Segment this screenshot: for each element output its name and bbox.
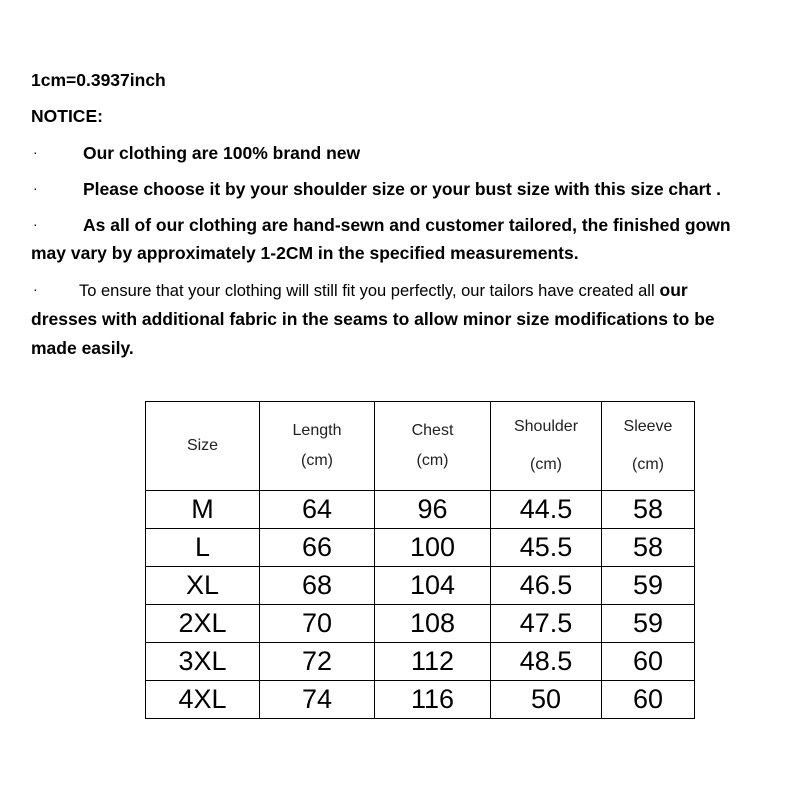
notice-fit-line3: made easily. bbox=[31, 338, 134, 358]
notice-new: Our clothing are 100% brand new bbox=[83, 143, 361, 163]
cell-sleeve: 58 bbox=[602, 529, 695, 567]
bullet-2: · bbox=[33, 180, 38, 196]
bullet-4: · bbox=[33, 281, 38, 297]
cell-sleeve: 59 bbox=[602, 605, 695, 643]
cell-chest: 96 bbox=[375, 491, 491, 529]
cell-size: 3XL bbox=[146, 643, 260, 681]
size-chart-table bbox=[145, 401, 695, 719]
notice-fit-line1-text: To ensure that your clothing will still fit you perfectly, our tailors have created all bbox=[79, 282, 655, 300]
bullet-3: · bbox=[33, 216, 38, 232]
cell-length: 68 bbox=[260, 567, 375, 605]
cell-chest: 104 bbox=[375, 567, 491, 605]
cell-chest: 100 bbox=[375, 529, 491, 567]
cell-shoulder: 47.5 bbox=[491, 605, 602, 643]
notice-choose-size: Please choose it by your shoulder size or your bust size with this size chart . bbox=[83, 179, 721, 199]
notice-fit-line1 bbox=[79, 280, 688, 301]
table-row bbox=[146, 491, 695, 529]
unit-conversion: 1cm=0.3937inch bbox=[31, 70, 166, 90]
header-size: Size bbox=[146, 402, 260, 491]
cell-shoulder: 44.5 bbox=[491, 491, 602, 529]
cell-length: 64 bbox=[260, 491, 375, 529]
bullet-1: · bbox=[33, 144, 38, 160]
cell-length: 70 bbox=[260, 605, 375, 643]
cell-chest: 108 bbox=[375, 605, 491, 643]
cell-shoulder: 46.5 bbox=[491, 567, 602, 605]
cell-chest: 116 bbox=[375, 681, 491, 719]
notice-title: NOTICE: bbox=[31, 106, 103, 126]
table-row bbox=[146, 567, 695, 605]
cell-length: 66 bbox=[260, 529, 375, 567]
cell-size: L bbox=[146, 529, 260, 567]
notice-fit-line2: dresses with additional fabric in the seams to allow minor size modifications to be bbox=[31, 309, 715, 329]
cell-size: XL bbox=[146, 567, 260, 605]
table-row bbox=[146, 529, 695, 567]
cell-sleeve: 60 bbox=[602, 643, 695, 681]
cell-shoulder: 50 bbox=[491, 681, 602, 719]
table-row bbox=[146, 643, 695, 681]
cell-sleeve: 60 bbox=[602, 681, 695, 719]
cell-shoulder: 45.5 bbox=[491, 529, 602, 567]
cell-length: 74 bbox=[260, 681, 375, 719]
cell-length: 72 bbox=[260, 643, 375, 681]
table-row bbox=[146, 681, 695, 719]
header-length: Length (cm) bbox=[260, 402, 375, 491]
cell-sleeve: 59 bbox=[602, 567, 695, 605]
table-header-row bbox=[146, 402, 695, 491]
notice-handsewn-line2: may vary by approximately 1-2CM in the specified measurements. bbox=[31, 243, 579, 263]
cell-sleeve: 58 bbox=[602, 491, 695, 529]
header-sleeve: Sleeve (cm) bbox=[602, 402, 695, 491]
cell-size: 2XL bbox=[146, 605, 260, 643]
cell-chest: 112 bbox=[375, 643, 491, 681]
cell-size: M bbox=[146, 491, 260, 529]
table-row bbox=[146, 605, 695, 643]
cell-size: 4XL bbox=[146, 681, 260, 719]
header-shoulder: Shoulder (cm) bbox=[491, 402, 602, 491]
header-chest: Chest (cm) bbox=[375, 402, 491, 491]
cell-shoulder: 48.5 bbox=[491, 643, 602, 681]
notice-handsewn-line1: As all of our clothing are hand-sewn and customer tailored, the finished gown bbox=[83, 215, 731, 235]
notice-fit-line1-bold: our bbox=[659, 280, 688, 300]
